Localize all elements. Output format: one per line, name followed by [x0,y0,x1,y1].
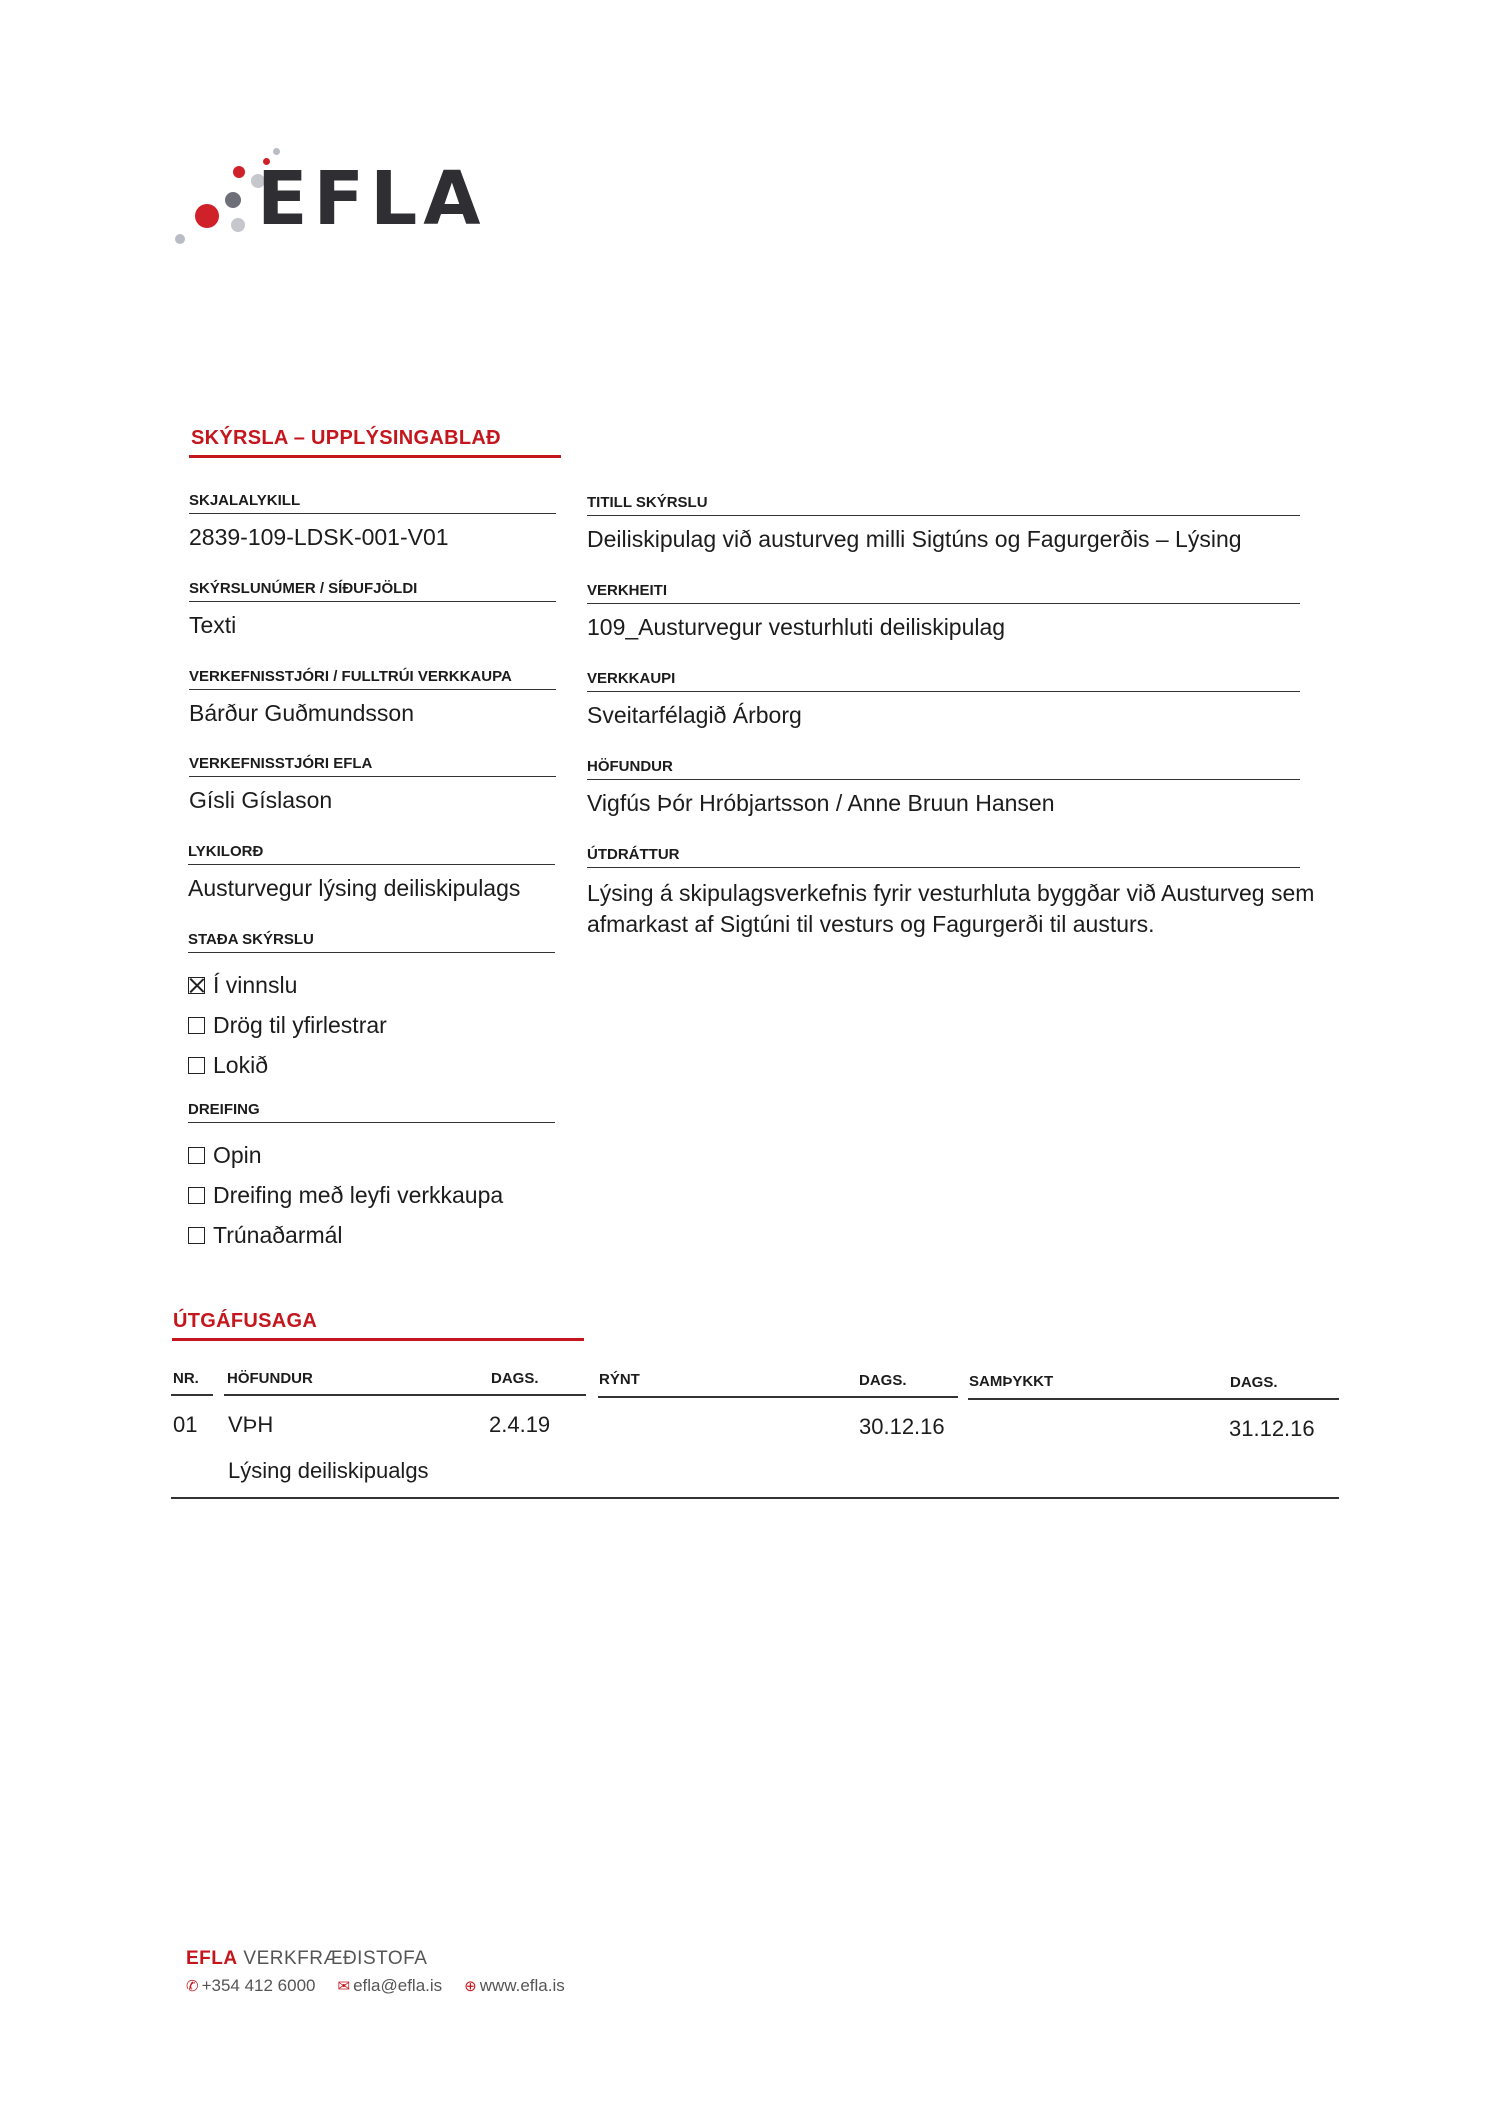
globe-icon: ⊕ [464,1978,477,1995]
status-options [188,965,555,1085]
report-info-title: SKÝRSLA – UPPLÝSINGABLAÐ [191,427,501,449]
footer-email[interactable] [338,1976,443,1996]
status-option-in-progress[interactable] [188,965,555,1005]
field-label: DREIFING [188,1101,555,1123]
report-info-title-rule [189,455,561,458]
header-rule [171,1394,213,1396]
footer-web-text: www.efla.is [479,1976,565,1995]
field-label: VERKKAUPI [587,670,1300,692]
cell-approved-date: 31.12.16 [1229,1416,1315,1441]
checkbox-icon[interactable] [188,1187,205,1204]
field-keywords [188,843,555,902]
footer-phone[interactable] [186,1976,316,1996]
field-label: ÚTDRÁTTUR [587,846,1300,868]
col-header-approved: SAMÞYKKT [969,1373,1054,1390]
col-header-date: DAGS. [491,1370,539,1387]
option-label: Trúnaðarmál [213,1221,343,1248]
checkbox-icon[interactable] [188,1057,205,1074]
field-value: Texti [189,612,237,638]
version-history-table [171,1365,1339,1505]
field-label: TITILL SKÝRSLU [587,494,1300,516]
field-distribution [188,1101,555,1255]
cell-date: 2.4.19 [489,1412,551,1437]
table-bottom-rule [171,1497,1339,1499]
cell-description: Lýsing deiliskipualgs [228,1458,429,1483]
distribution-option-client-permission[interactable] [188,1175,555,1215]
field-value: Vigfús Þór Hróbjartsson / Anne Bruun Hansen [587,790,1055,816]
header-rule [598,1396,958,1398]
version-history-title: ÚTGÁFUSAGA [173,1310,318,1332]
option-label: Dreifing með leyfi verkkaupa [213,1181,504,1208]
col-header-author: HÖFUNDUR [227,1370,313,1387]
distribution-option-confidential[interactable] [188,1215,555,1255]
field-label: SKÝRSLUNÚMER / SÍÐUFJÖLDI [189,580,556,602]
version-history-title-rule [172,1338,584,1341]
col-header-reviewed: RÝNT [599,1371,640,1388]
mail-icon: ✉ [337,1978,351,1995]
field-project-name [587,582,1300,641]
logo-dot-grey [273,148,280,155]
footer-brand-subtitle: VERKFRÆÐISTOFA [243,1948,428,1969]
cell-author: VÞH [228,1412,274,1437]
field-report-status [188,931,555,1085]
checkbox-icon[interactable] [188,1017,205,1034]
checkbox-checked-icon[interactable] [188,977,205,994]
footer-web[interactable] [464,1976,565,1996]
field-value: Lýsing á skipulagsverkefnis fyrir vesturhluta byggðar við Austurveg sem afmarkast af Sigtúni til vesturs og Fagurgerði til austurs. [587,880,1315,937]
field-author [587,758,1300,817]
footer-email-text: efla@efla.is [353,1976,443,1995]
checkbox-icon[interactable] [188,1147,205,1164]
field-label: VERKHEITI [587,582,1300,604]
footer-phone-text: +354 412 6000 [201,1976,316,1995]
footer-contacts [186,1976,565,1996]
field-label: VERKEFNISSTJÓRI / FULLTRÚI VERKKAUPA [189,668,556,690]
field-client [587,670,1300,729]
distribution-option-open[interactable] [188,1135,555,1175]
field-abstract [587,846,1315,940]
option-label: Í vinnslu [213,971,298,998]
field-label: LYKILORÐ [188,843,555,865]
field-label: STAÐA SKÝRSLU [188,931,555,953]
option-label: Opin [213,1141,262,1168]
logo-dot-grey [225,192,241,208]
header-rule [968,1398,1339,1400]
footer-brand [186,1948,427,1970]
option-label: Lokið [213,1051,268,1078]
field-label: SKJALALYKILL [189,492,556,514]
field-label: VERKEFNISSTJÓRI EFLA [189,755,556,777]
distribution-options [188,1135,555,1255]
option-label: Drög til yfirlestrar [213,1011,387,1038]
phone-icon: ✆ [186,1978,199,1995]
cell-nr: 01 [173,1412,198,1437]
field-value: Gísli Gíslason [189,787,333,813]
logo-dot-red [233,166,245,178]
footer-brand-name: EFLA [186,1948,238,1969]
field-value: Sveitarfélagið Árborg [587,702,802,728]
field-value: Bárður Guðmundsson [189,700,415,726]
col-header-nr: NR. [173,1370,199,1387]
efla-logo [175,148,515,260]
field-report-number [189,580,556,639]
logo-dot-red [195,204,219,228]
header-rule [224,1394,586,1396]
status-option-done[interactable] [188,1045,555,1085]
field-value: Austurvegur lýsing deiliskipulags [188,875,521,901]
field-document-key [189,492,556,551]
field-label: HÖFUNDUR [587,758,1300,780]
col-header-date: DAGS. [1230,1374,1278,1391]
field-value: 109_Austurvegur vesturhluti deiliskipulag [587,614,1006,640]
field-efla-manager [189,755,556,814]
checkbox-icon[interactable] [188,1227,205,1244]
field-value: Deiliskipulag við austurveg milli Sigtúns og Fagurgerðis – Lýsing [587,526,1242,552]
cell-reviewed-date: 30.12.16 [859,1414,945,1439]
col-header-date: DAGS. [859,1372,907,1389]
field-value: 2839-109-LDSK-001-V01 [189,524,449,550]
logo-dot-grey [175,234,185,244]
logo-wordmark: EFLA [257,156,487,242]
logo-dot-grey [231,218,245,232]
field-client-manager [189,668,556,727]
field-report-title [587,494,1300,553]
status-option-draft[interactable] [188,1005,555,1045]
